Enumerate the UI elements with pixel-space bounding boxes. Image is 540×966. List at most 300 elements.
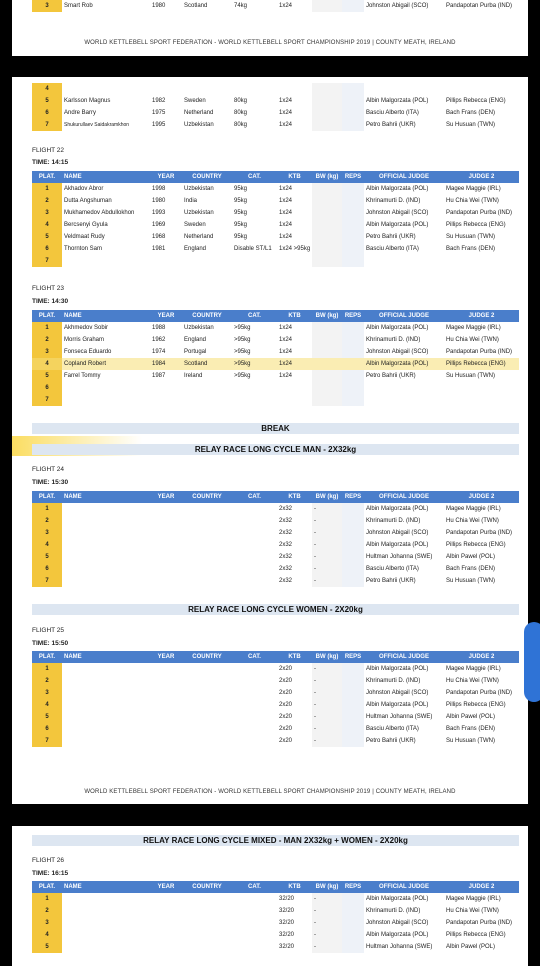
table-cell [342, 231, 364, 243]
table-cell [342, 107, 364, 119]
table-cell: 4 [32, 219, 62, 231]
table-cell: 32/20 [279, 896, 295, 902]
table-cell: 2x20 [279, 678, 293, 684]
table-cell [150, 539, 182, 551]
table-cell: - [312, 905, 342, 917]
table-cell: 4 [32, 699, 62, 711]
table-cell [150, 394, 182, 406]
table-cell [232, 905, 277, 917]
table-header-row [32, 491, 519, 503]
table-cell: Johnston Abigail (SCO) [366, 3, 429, 9]
table-cell: 3 [32, 346, 62, 358]
table-cell [232, 83, 277, 95]
table-cell [182, 527, 232, 539]
table-cell: 5 [32, 711, 62, 723]
table-cell: 95kg [234, 210, 248, 216]
table-row [32, 893, 519, 905]
relay-man-title: RELAY RACE LONG CYCLE MAN - 2X32kg [32, 444, 519, 455]
flight-25-label: FLIGHT 25 [32, 627, 65, 634]
table-cell [150, 515, 182, 527]
table-cell: Portugal [184, 349, 207, 355]
header-cell: JUDGE 2 [444, 171, 519, 183]
table-cell: 32/20 [279, 932, 295, 938]
table-row [32, 346, 519, 358]
header-cell: CAT. [232, 171, 277, 183]
table-cell: 2x20 [279, 690, 293, 696]
table-cell [182, 563, 232, 575]
table-row [32, 735, 519, 747]
header-cell: NAME [62, 491, 150, 503]
table-cell [232, 893, 277, 905]
table-cell: Petro Bahrii (UKR) [366, 122, 416, 128]
flight-24-label: FLIGHT 24 [32, 466, 65, 473]
table-cell: 2 [32, 334, 62, 346]
table-header-row [32, 651, 519, 663]
table-cell: Uzbekistan [184, 122, 214, 128]
table-cell: Smart Rob [64, 3, 93, 9]
table-cell: - [312, 929, 342, 941]
header-cell: PLAT. [32, 881, 62, 893]
table-cell [62, 503, 150, 515]
header-cell: BW (kg) [312, 651, 342, 663]
table-cell [62, 893, 150, 905]
table-cell: Pandapotan Purba (IND) [446, 3, 513, 9]
table-cell [312, 107, 342, 119]
table-cell [62, 255, 150, 267]
header-cell: OFFICIAL JUDGE [364, 651, 444, 663]
table-row [32, 83, 519, 95]
table-cell [342, 711, 364, 723]
table-row [32, 575, 519, 587]
table-cell [232, 699, 277, 711]
table-cell: Albin Pawel (POL) [446, 554, 496, 560]
table-cell [232, 917, 277, 929]
table-cell: >95kg [234, 349, 251, 355]
table-cell [342, 346, 364, 358]
table-row [32, 929, 519, 941]
table-cell: 4 [32, 929, 62, 941]
table-cell [342, 551, 364, 563]
table-cell: 4 [32, 83, 62, 95]
table-cell: 1x24 [279, 110, 293, 116]
table-row [32, 394, 519, 406]
table-cell [62, 382, 150, 394]
table-cell: 6 [32, 563, 62, 575]
table-cell [150, 941, 182, 953]
table-cell: 1x24 [279, 3, 293, 9]
table-cell [232, 663, 277, 675]
table-cell: 32/20 [279, 920, 295, 926]
table-cell: - [312, 503, 342, 515]
table-cell: Bach Frans (DEN) [446, 566, 496, 572]
table-cell: 1981 [152, 246, 166, 252]
table-cell [62, 539, 150, 551]
table-row [32, 207, 519, 219]
break-band: BREAK [32, 423, 519, 434]
table-cell [182, 675, 232, 687]
header-cell: PLAT. [32, 651, 62, 663]
table-cell [342, 382, 364, 394]
table-cell: 1969 [152, 222, 166, 228]
table-cell: Disable ST/L1 [234, 246, 272, 252]
page-footer: WORLD KETTLEBELL SPORT FEDERATION - WORLD KETTLEBELL SPORT CHAMPIONSHIP 2019 | COUNTY MEATH, IRELAND [84, 789, 456, 795]
table-cell: 5 [32, 941, 62, 953]
table-cell: 1 [32, 183, 62, 195]
table-cell: >95kg [234, 325, 251, 331]
flight-23-label: FLIGHT 23 [32, 285, 65, 292]
table-cell [342, 941, 364, 953]
table-row [32, 687, 519, 699]
table-cell: - [312, 527, 342, 539]
table-cell [62, 551, 150, 563]
table-cell: Sweden [184, 222, 206, 228]
table-cell: 2x20 [279, 702, 293, 708]
table-cell [342, 663, 364, 675]
table-flight-23 [32, 310, 519, 406]
table-cell [277, 255, 312, 267]
table-row [32, 563, 519, 575]
table-cell: Johnston Abigail (SCO) [366, 530, 429, 536]
table-header-row [32, 881, 519, 893]
table-cell: 1 [32, 322, 62, 334]
table-cell: Pandapotan Purba (IND) [446, 530, 513, 536]
header-cell: REPS [342, 310, 364, 322]
table-cell: Ireland [184, 373, 203, 379]
table-cell: Magee Maggie (IRL) [446, 506, 501, 512]
table-cell [182, 255, 232, 267]
flight-26-time: TIME: 16:15 [32, 870, 69, 877]
table-cell: Pillips Rebecca (ENG) [446, 932, 506, 938]
table-cell: Khrinamurti D. (IND) [366, 908, 421, 914]
table-cell: 1 [32, 893, 62, 905]
table-row [32, 255, 519, 267]
table-cell [342, 243, 364, 255]
table-cell [182, 917, 232, 929]
table-cell [342, 322, 364, 334]
table-cell [182, 723, 232, 735]
table-cell [182, 575, 232, 587]
table-cell: 2x20 [279, 726, 293, 732]
table-cell [312, 322, 342, 334]
table-cell [342, 687, 364, 699]
table-cell: Khrinamurti D. (IND) [366, 518, 421, 524]
table-cell: Albin Malgorzata (POL) [366, 666, 429, 672]
table-cell [342, 723, 364, 735]
header-cell: PLAT. [32, 491, 62, 503]
table-cell: 1x24 [277, 358, 312, 370]
table-cell: Sweden [184, 98, 206, 104]
table-cell [150, 893, 182, 905]
table-cell [62, 905, 150, 917]
table-cell [62, 563, 150, 575]
table-cell: - [312, 917, 342, 929]
table-cell: - [312, 563, 342, 575]
table-cell [62, 699, 150, 711]
header-cell: NAME [62, 310, 150, 322]
table-cell [312, 195, 342, 207]
table-cell: 1x24 [279, 222, 293, 228]
table-cell: Dutta Angshuman [64, 198, 112, 204]
table-cell: Scotland [184, 3, 208, 9]
table-cell: 1975 [152, 110, 166, 116]
table-cell: Shukurullaev Saidakramkhon [64, 122, 130, 128]
relay-women-title: RELAY RACE LONG CYCLE WOMEN - 2X20kg [32, 604, 519, 615]
page-3 [12, 826, 528, 966]
table-cell: 1x24 >95kg [279, 246, 311, 252]
table-cell: 1x24 [279, 122, 293, 128]
table-row [32, 917, 519, 929]
table-cell: 3 [32, 917, 62, 929]
header-cell: OFFICIAL JUDGE [364, 491, 444, 503]
table-cell [182, 551, 232, 563]
table-cell [182, 941, 232, 953]
table-cell: Magee Maggie (IRL) [446, 186, 501, 192]
table-cell [182, 394, 232, 406]
table-cell: Su Husuan (TWN) [446, 373, 496, 379]
header-cell: REPS [342, 651, 364, 663]
table-row [32, 515, 519, 527]
table-cell: 1987 [152, 373, 166, 379]
table-cell: 3 [32, 527, 62, 539]
table-row [32, 675, 519, 687]
table-cell: 2 [32, 515, 62, 527]
table-cell: Albin Malgorzata (POL) [366, 222, 429, 228]
table-cell [182, 83, 232, 95]
table-flight-24 [32, 491, 519, 587]
table-cell: Petro Bahrii (UKR) [366, 578, 416, 584]
table-cell: 2x20 [279, 714, 293, 720]
table-cell [182, 515, 232, 527]
header-cell: PLAT. [32, 171, 62, 183]
header-cell: YEAR [150, 881, 182, 893]
table-cell: Su Husuan (TWN) [446, 234, 496, 240]
table-cell [150, 699, 182, 711]
table-cell [312, 119, 342, 131]
table-cell [232, 539, 277, 551]
table-cell: 6 [32, 382, 62, 394]
table-cell [62, 687, 150, 699]
table-cell: Albin Malgorzata (POL) [366, 506, 429, 512]
table-cell [182, 699, 232, 711]
table-cell: Su Husuan (TWN) [446, 738, 496, 744]
table-cell: Hultman Johanna (SWE) [366, 944, 433, 950]
table-cell [182, 503, 232, 515]
table-cell [342, 95, 364, 107]
table-cell [342, 358, 364, 370]
table-cell [342, 699, 364, 711]
header-cell: COUNTRY [182, 651, 232, 663]
table-cell: Morris Graham [64, 337, 105, 343]
table-cell: - [312, 575, 342, 587]
table-cell [150, 255, 182, 267]
table-cell: Uzbekistan [184, 186, 214, 192]
table-cell: 80kg [234, 110, 248, 116]
table-cell: 1988 [152, 325, 166, 331]
table-cell: 95kg [234, 198, 248, 204]
table-cell: 32/20 [279, 908, 295, 914]
table-cell [277, 83, 312, 95]
table-cell: 7 [32, 119, 62, 131]
table-cell: - [312, 711, 342, 723]
table-cell [342, 195, 364, 207]
table-cell [342, 83, 364, 95]
header-cell: YEAR [150, 651, 182, 663]
table-cell [277, 382, 312, 394]
table-cell: 1x24 [279, 198, 293, 204]
table-cell: 1998 [152, 186, 166, 192]
table-row [32, 358, 519, 370]
table-row [32, 551, 519, 563]
table-cell: >95kg [232, 358, 277, 370]
table-cell [312, 219, 342, 231]
table-cell [342, 334, 364, 346]
table-cell [342, 527, 364, 539]
relay-mixed-title: RELAY RACE LONG CYCLE MIXED - MAN 2X32kg + WOMEN - 2X20kg [32, 835, 519, 846]
header-cell: CAT. [232, 491, 277, 503]
table-cell: Uzbekistan [184, 325, 214, 331]
table-row [32, 119, 519, 131]
table-cell: 3 [32, 207, 62, 219]
table-cell: 1x24 [279, 373, 293, 379]
header-cell: NAME [62, 881, 150, 893]
table-p1 [32, 0, 519, 12]
table-cell: 2x32 [279, 518, 293, 524]
table-row [32, 195, 519, 207]
table-cell: 95kg [234, 222, 248, 228]
table-row [32, 0, 519, 12]
table-cell [342, 675, 364, 687]
table-cell [444, 394, 519, 406]
table-cell [312, 207, 342, 219]
table-cell [312, 358, 342, 370]
table-cell: Albin Malgorzata (POL) [366, 542, 429, 548]
table-row [32, 941, 519, 953]
table-cell [182, 929, 232, 941]
table-cell [182, 382, 232, 394]
table-cell: Hultman Johanna (SWE) [366, 554, 433, 560]
table-cell [342, 255, 364, 267]
table-cell: - [312, 735, 342, 747]
table-cell: England [184, 337, 207, 343]
table-cell [342, 539, 364, 551]
table-cell: - [312, 539, 342, 551]
table-cell [364, 382, 444, 394]
table-cell: Akhadov Abror [64, 186, 104, 192]
table-cell [150, 905, 182, 917]
table-cell [342, 0, 364, 12]
table-cell: Petro Bahrii (UKR) [366, 373, 416, 379]
table-cell: >95kg [234, 337, 251, 343]
table-cell: 1984 [150, 358, 182, 370]
table-row [32, 699, 519, 711]
header-cell: KTB [277, 310, 312, 322]
table-cell [150, 929, 182, 941]
header-cell: JUDGE 2 [444, 310, 519, 322]
table-cell: Johnston Abigail (SCO) [366, 210, 429, 216]
table-cell [232, 515, 277, 527]
table-cell: Magee Maggie (IRL) [446, 325, 501, 331]
table-cell [150, 723, 182, 735]
header-cell: BW (kg) [312, 310, 342, 322]
table-cell: Thornton Sam [64, 246, 103, 252]
table-cell: - [312, 551, 342, 563]
table-cell: 2 [32, 905, 62, 917]
table-cell: Pandapotan Purba (IND) [446, 690, 513, 696]
header-cell: COUNTRY [182, 310, 232, 322]
table-cell: Netherland [184, 234, 214, 240]
table-cell: 80kg [234, 98, 248, 104]
flight-23-time: TIME: 14:30 [32, 298, 69, 305]
table-cell [232, 255, 277, 267]
header-cell: COUNTRY [182, 881, 232, 893]
table-cell: Uzbekistan [184, 210, 214, 216]
header-cell: KTB [277, 491, 312, 503]
table-cell: - [312, 515, 342, 527]
table-cell [364, 394, 444, 406]
table-cell: Johnston Abigail (SCO) [366, 690, 429, 696]
header-cell: KTB [277, 881, 312, 893]
table-cell [312, 95, 342, 107]
table-cell [277, 394, 312, 406]
side-scroll-tab[interactable] [524, 622, 540, 702]
table-cell: Bercsenyi Gyula [64, 222, 108, 228]
table-cell [62, 675, 150, 687]
table-cell: 5 [32, 95, 62, 107]
table-row [32, 711, 519, 723]
table-cell [150, 917, 182, 929]
header-cell: BW (kg) [312, 491, 342, 503]
table-cell: Su Husuan (TWN) [446, 122, 496, 128]
table-cell: 4 [32, 539, 62, 551]
table-cell [182, 893, 232, 905]
table-cell: 1974 [152, 349, 166, 355]
table-cell: - [312, 941, 342, 953]
table-cell: Pillips Rebecca (ENG) [446, 542, 506, 548]
table-flight21-tail [32, 83, 519, 131]
table-cell [150, 503, 182, 515]
table-cell [150, 563, 182, 575]
table-cell: 2 [32, 675, 62, 687]
table-row [32, 243, 519, 255]
table-cell [62, 515, 150, 527]
table-cell: Albin Malgorzata (POL) [366, 325, 429, 331]
table-cell [150, 711, 182, 723]
table-cell [62, 663, 150, 675]
table-cell: England [184, 246, 207, 252]
header-cell: REPS [342, 491, 364, 503]
header-cell: KTB [277, 171, 312, 183]
page-footer: WORLD KETTLEBELL SPORT FEDERATION - WORLD KETTLEBELL SPORT CHAMPIONSHIP 2019 | COUNTY MEATH, IRELAND [84, 40, 456, 46]
table-cell: 5 [32, 551, 62, 563]
table-cell [62, 575, 150, 587]
table-cell: 1962 [152, 337, 166, 343]
table-cell [312, 0, 342, 12]
table-cell [342, 515, 364, 527]
table-cell [444, 382, 519, 394]
table-cell: Pandapotan Purba (IND) [446, 349, 513, 355]
header-cell: OFFICIAL JUDGE [364, 171, 444, 183]
table-cell: 2x20 [279, 666, 293, 672]
header-cell: KTB [277, 651, 312, 663]
table-cell: Pillips Rebecca (ENG) [446, 222, 506, 228]
table-cell [342, 575, 364, 587]
table-cell: 2x32 [279, 506, 293, 512]
table-cell: 2 [32, 195, 62, 207]
table-cell: Albin Malgorzata (POL) [366, 896, 429, 902]
table-cell: 1 [32, 503, 62, 515]
table-cell [62, 711, 150, 723]
table-cell [312, 255, 342, 267]
